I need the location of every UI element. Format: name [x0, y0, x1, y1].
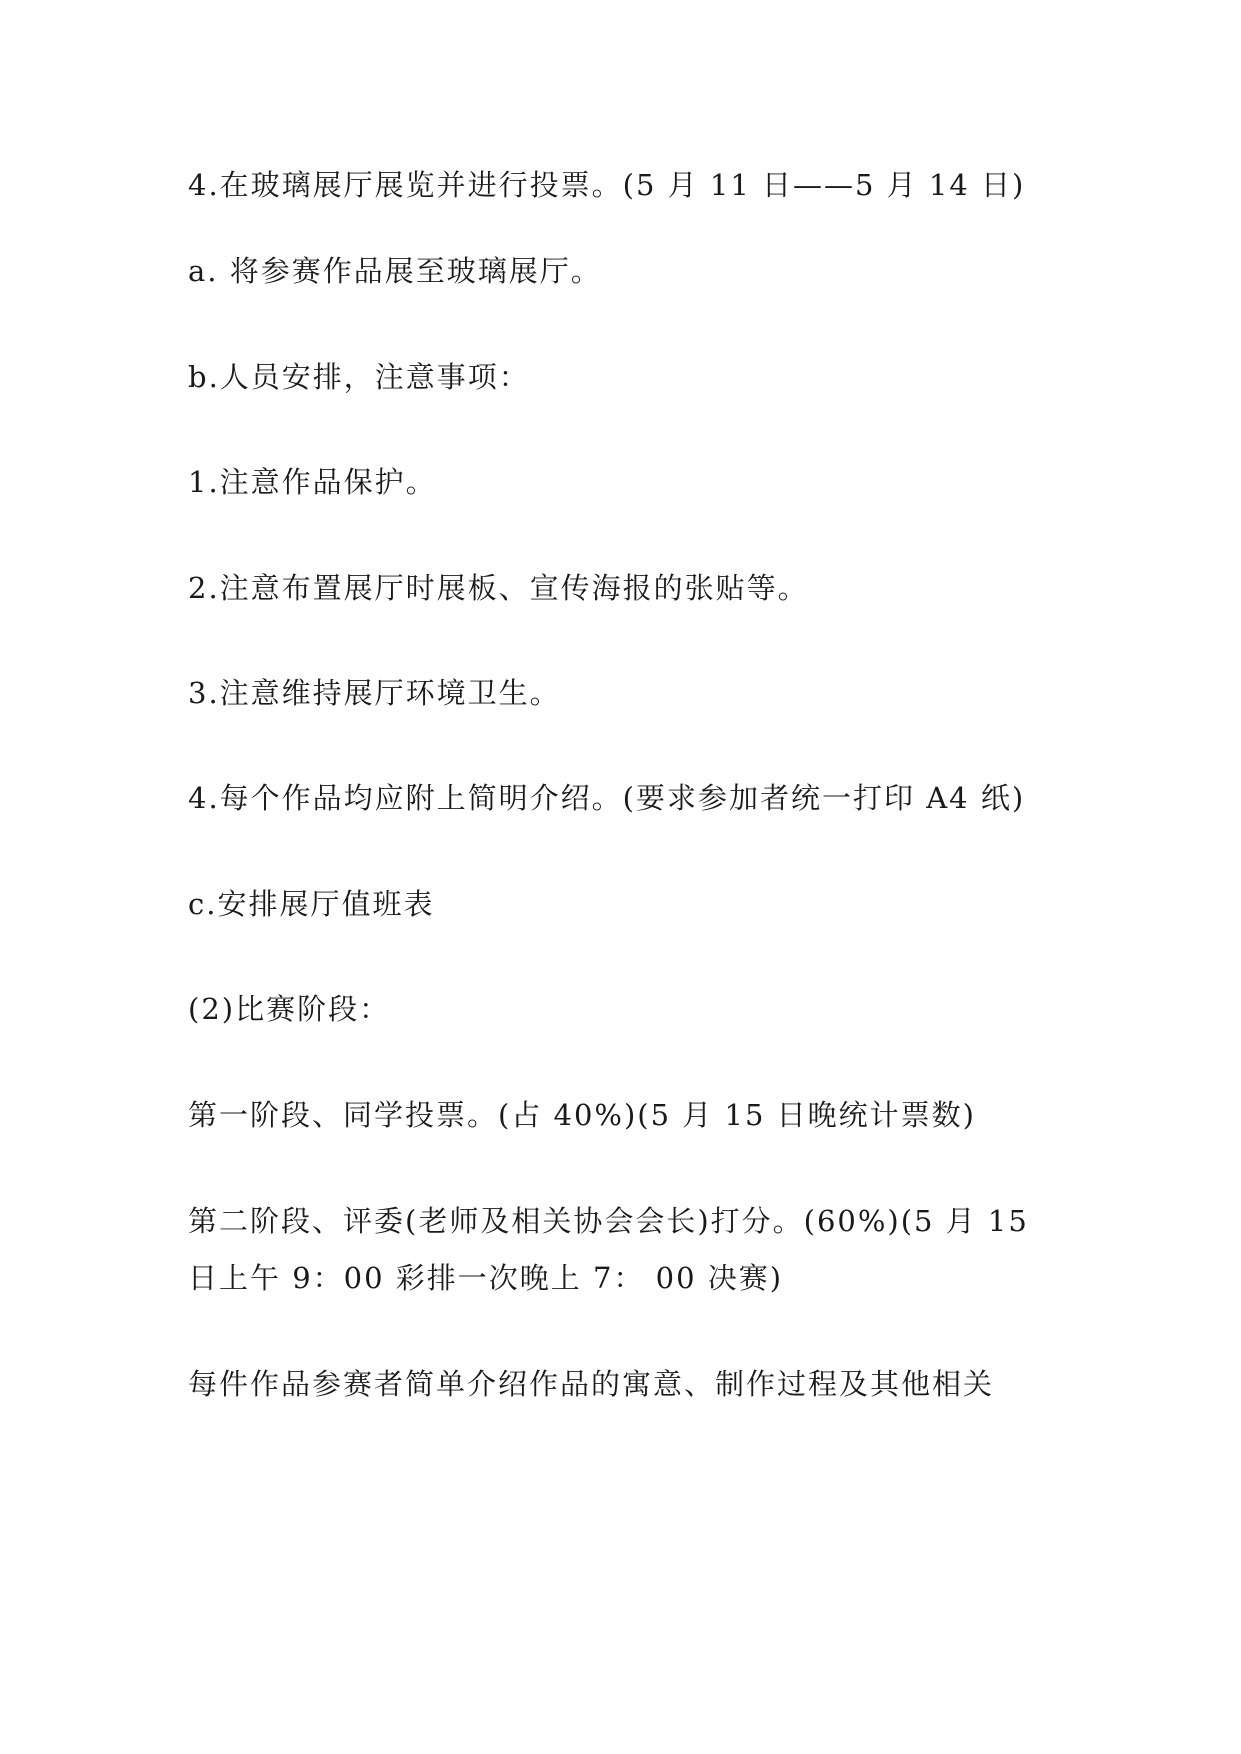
text-line: (2)比赛阶段： — [188, 992, 391, 1026]
text-line: 3.注意维持展厅环境卫生。 — [188, 676, 561, 710]
text-line: 4.每个作品均应附上简明介绍。(要求参加者统一打印 A4 纸) — [188, 781, 1026, 815]
text-line: 1.注意作品保护。 — [188, 465, 437, 499]
text-line: 第二阶段、评委(老师及相关协会会长)打分。(60%)(5 月 15 — [188, 1204, 1029, 1238]
text-line: 每件作品参赛者简单介绍作品的寓意、制作过程及其他相关 — [188, 1367, 995, 1401]
text-line: 第一阶段、同学投票。(占 40%)(5 月 15 日晚统计票数) — [188, 1098, 976, 1132]
text-line: 2.注意布置展厅时展板、宣传海报的张贴等。 — [188, 571, 809, 605]
text-line: 日上午 9：00 彩排一次晚上 7： 00 决赛) — [188, 1261, 784, 1295]
text-line: a. 将参赛作品展至玻璃展厅。 — [188, 254, 602, 288]
text-line: 4.在玻璃展厅展览并进行投票。(5 月 11 日——5 月 14 日) — [188, 168, 1026, 202]
text-line: c.安排展厅值班表 — [188, 887, 435, 921]
text-line: b.人员安排，注意事项： — [188, 360, 530, 394]
